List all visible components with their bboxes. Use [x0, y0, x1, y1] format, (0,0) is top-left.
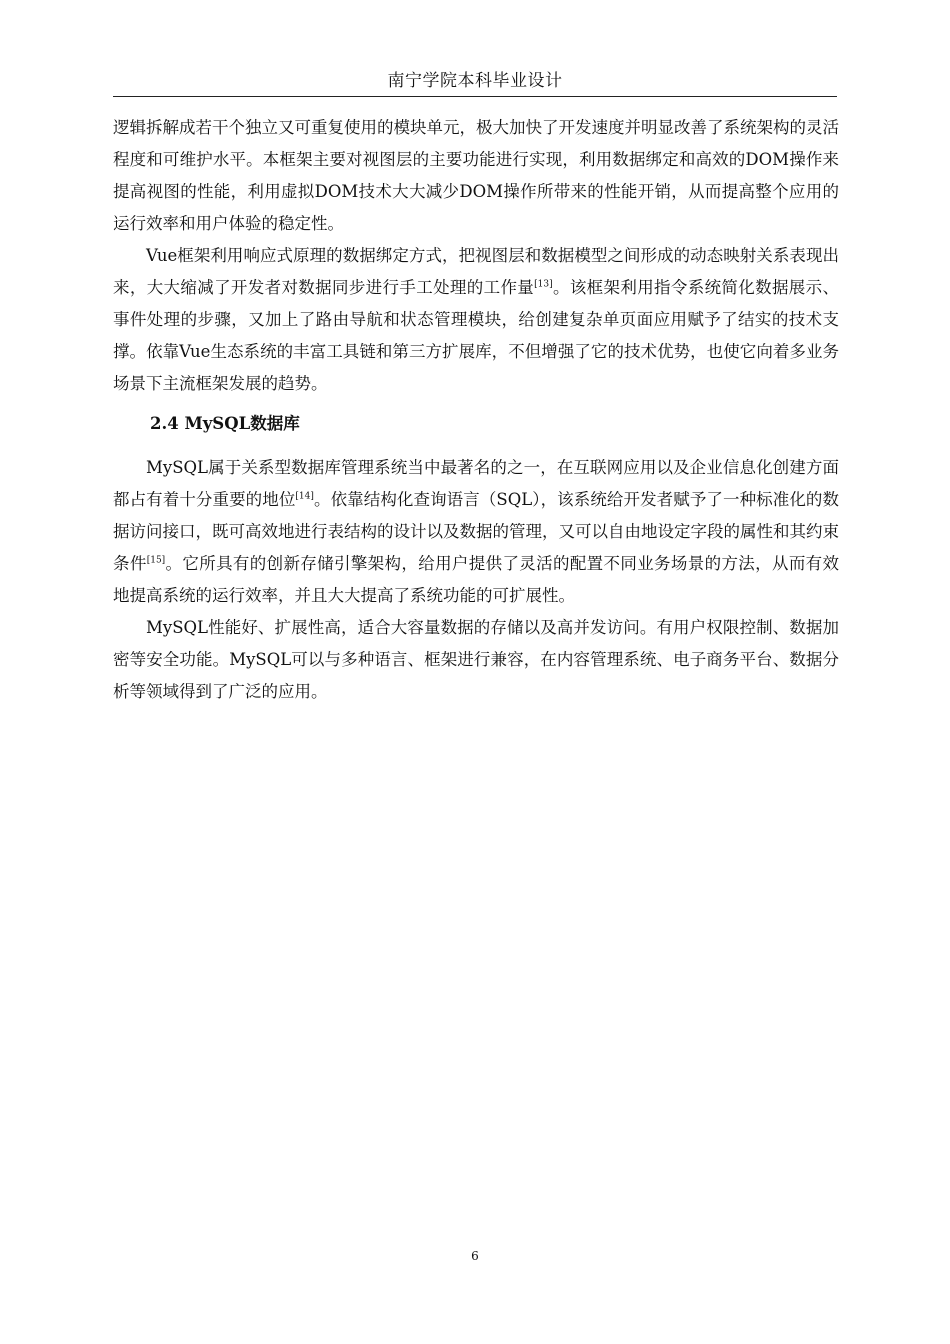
citation-ref: [15] — [146, 555, 166, 566]
paragraph-vue-framework — [113, 240, 839, 400]
document-body — [113, 112, 839, 708]
section-heading: 2.4 MySQL数据库 — [150, 414, 300, 433]
paragraph-text: 。依靠结构化查询语言（SQL），该系统给开发者赋予了一种标准化的数据访问接口，既可高效地进行表结构的设计以及数据的管理，又可以自由地设定字段的属性和其约束条件 — [113, 490, 840, 573]
page-header — [113, 66, 837, 97]
paragraph-text: 。它所具有的创新存储引擎架构，给用户提供了灵活的配置不同业务场景的方法，从而有效地提高系统的运行效率，并且大大提高了系统功能的可扩展性。 — [113, 554, 840, 605]
paragraph-text: 。该框架利用指令系统简化数据展示、事件处理的步骤，又加上了路由导航和状态管理模块，给创建复杂单页面应用赋予了结实的技术支撑。依靠Vue生态系统的丰富工具链和第三方扩展库，不但增强了它的技术优势，也使它向着多业务场景下主流框架发展的趋势。 — [113, 278, 840, 393]
citation-ref: [14] — [295, 491, 314, 502]
paragraph-text: MySQL属于关系型数据库管理系统当中最著名的之一，在互联网应用以及企业信息化创建方面都占有着十分重要的地位 — [113, 458, 839, 509]
paragraph-text: Vue框架利用响应式原理的数据绑定方式，把视图层和数据模型之间形成的动态映射关系表现出来，大大缩减了开发者对数据同步进行手工处理的工作量 — [113, 246, 839, 297]
paragraph-mysql-intro — [113, 452, 839, 612]
page-header-title: 南宁学院本科毕业设计 — [387, 71, 563, 91]
paragraph-mysql-features: MySQL性能好、扩展性高，适合大容量数据的存储以及高并发访问。有用户权限控制、数据加密等安全功能。MySQL可以与多种语言、框架进行兼容，在内容管理系统、电子商务平台、数据分析等领域得到了广泛的应用。 — [113, 618, 839, 701]
citation-ref: [13] — [534, 279, 553, 290]
paragraph-continuation: 逻辑拆解成若干个独立又可重复使用的模块单元，极大加快了开发速度并明显改善了系统架构的灵活程度和可维护水平。本框架主要对视图层的主要功能进行实现，利用数据绑定和高效的DOM操作来提高视图的性能，利用虚拟DOM技术大大减少DOM操作所带来的性能开销，从而提高整个应用的运行效率和用户体验的稳定性。 — [113, 118, 839, 233]
page-number: 6 — [471, 1249, 479, 1263]
